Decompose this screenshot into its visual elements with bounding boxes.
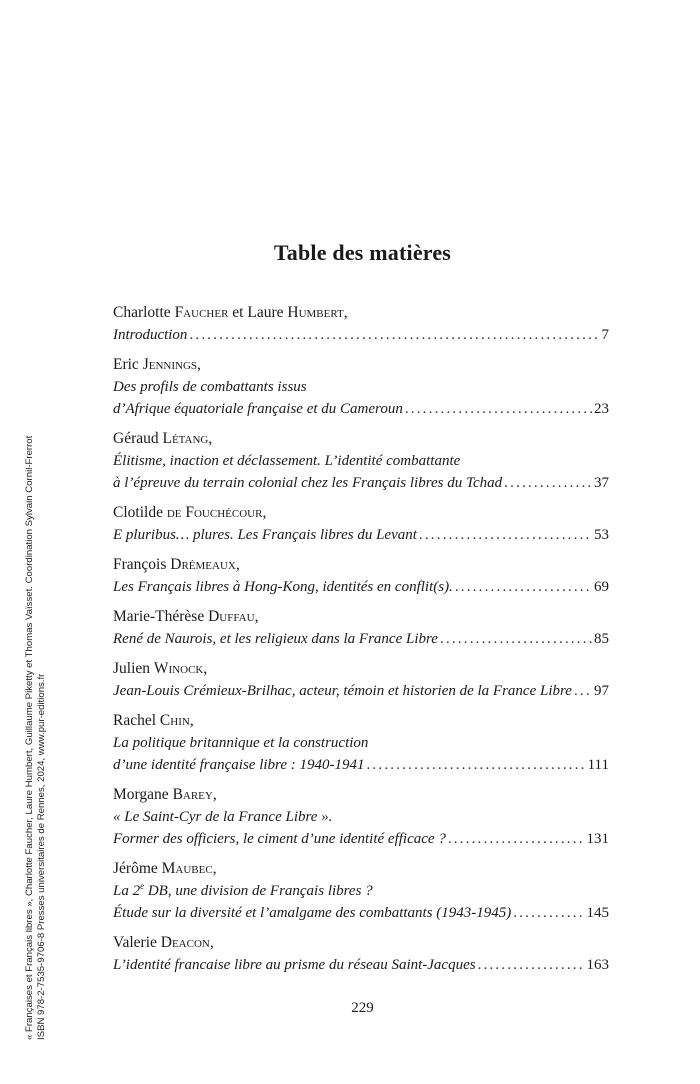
toc-title-line: Former des officiers, le ciment d’une identité efficace ? ..... 131 <box>113 828 609 850</box>
page-title: Table des matières <box>273 240 452 265</box>
dot-leader <box>189 324 599 346</box>
toc-entry[interactable] <box>113 502 609 546</box>
dot-leader <box>574 680 592 702</box>
toc-title-line: L’identité francaise libre au prisme du réseau Saint-Jacques ..... 163 <box>113 954 609 976</box>
toc-page-number: 69 <box>594 579 609 595</box>
toc-title-line: Les Français libres à Hong-Kong, identités en conflit(s). ..... 69 <box>113 576 609 598</box>
toc-author: Charlotte Faucher et Laure Humbert, <box>113 304 348 321</box>
toc-title-line: Jean-Louis Crémieux-Brilhac, acteur, témoin et historien de la France Libre ..... 97 <box>113 680 609 702</box>
toc-author: Morgane Barey, <box>113 786 217 803</box>
toc-title-line: René de Naurois, et les religieux dans la France Libre ..... 85 <box>113 628 609 650</box>
toc-title-line: La politique britannique et la construction <box>113 735 369 751</box>
copyright-line-1: « Françaises et Français libres », Charlotte Faucher, Laure Humbert, Guillaume Piketty et Thomas Vaïsset. Coordination Sylvain Cornil-Frerrot <box>24 435 35 1040</box>
toc-entry[interactable] <box>113 710 609 776</box>
toc-author: Valerie Deacon, <box>113 934 214 951</box>
copyright-line-2: ISBN 978-2-7535-9706-8 Presses universitaires de Rennes, 2024, www.pur-editions.fr <box>36 673 47 1040</box>
toc-title-line: « Le Saint-Cyr de la France Libre ». <box>113 809 333 825</box>
toc-title-line: E pluribus… plures. Les Français libres du Levant ..... 53 <box>113 524 609 546</box>
toc-title-line: Élitisme, inaction et déclassement. L’identité combattante <box>113 453 461 469</box>
toc-author: Jérôme Maubec, <box>113 860 217 877</box>
dot-leader <box>504 472 592 494</box>
toc-title-line: à l’épreuve du terrain colonial chez les Français libres du Tchad ..... 37 <box>113 472 609 494</box>
toc-page-number: 7 <box>601 327 609 343</box>
page-number: 229 <box>351 1000 374 1016</box>
toc-author: Julien Winock, <box>113 660 208 677</box>
toc-entry[interactable] <box>113 428 609 494</box>
dot-leader <box>448 828 585 850</box>
toc-author: Géraud Létang, <box>113 430 213 447</box>
toc-page-number: 37 <box>594 475 609 491</box>
toc-entry[interactable] <box>113 354 609 420</box>
toc-page-number: 85 <box>594 631 609 647</box>
dot-leader <box>513 902 584 924</box>
toc-entry[interactable] <box>113 858 609 924</box>
toc-author: Clotilde de Fouchécour, <box>113 504 267 521</box>
toc-author: François Drémeaux, <box>113 556 240 573</box>
toc-page-number: 111 <box>587 757 609 773</box>
dot-leader <box>478 954 585 976</box>
toc-title-line: d’Afrique équatoriale française et du Cameroun ..... 23 <box>113 398 609 420</box>
toc-page-number: 97 <box>594 683 609 699</box>
toc-entry[interactable] <box>113 932 609 976</box>
toc-title-line: Des profils de combattants issus <box>113 379 307 395</box>
toc-entry[interactable] <box>113 302 609 346</box>
toc-title-line: Introduction ..... 7 <box>113 324 609 346</box>
toc-author: Eric Jennings, <box>113 356 201 373</box>
dot-leader <box>455 576 592 598</box>
dot-leader <box>419 524 592 546</box>
table-of-contents <box>113 302 609 984</box>
toc-page-number: 163 <box>586 957 609 973</box>
toc-page-number: 131 <box>586 831 609 847</box>
copyright-notice <box>24 435 48 1040</box>
toc-page-number: 145 <box>586 905 609 921</box>
toc-title-line: d’une identité française libre : 1940-1941 ..... 111 <box>113 754 609 776</box>
toc-page-number: 53 <box>594 527 609 543</box>
toc-entry[interactable] <box>113 554 609 598</box>
toc-entry[interactable] <box>113 658 609 702</box>
toc-title-line: La 2e DB, une division de Français libres ? <box>113 881 373 899</box>
dot-leader <box>440 628 592 650</box>
toc-title-line: Étude sur la diversité et l’amalgame des combattants (1943-1945) ..... 145 <box>113 902 609 924</box>
dot-leader <box>366 754 585 776</box>
toc-page-number: 23 <box>594 401 609 417</box>
toc-entry[interactable] <box>113 606 609 650</box>
toc-author: Marie-Thérèse Duffau, <box>113 608 259 625</box>
dot-leader <box>405 398 592 420</box>
toc-entry[interactable] <box>113 784 609 850</box>
toc-author: Rachel Chin, <box>113 712 194 729</box>
